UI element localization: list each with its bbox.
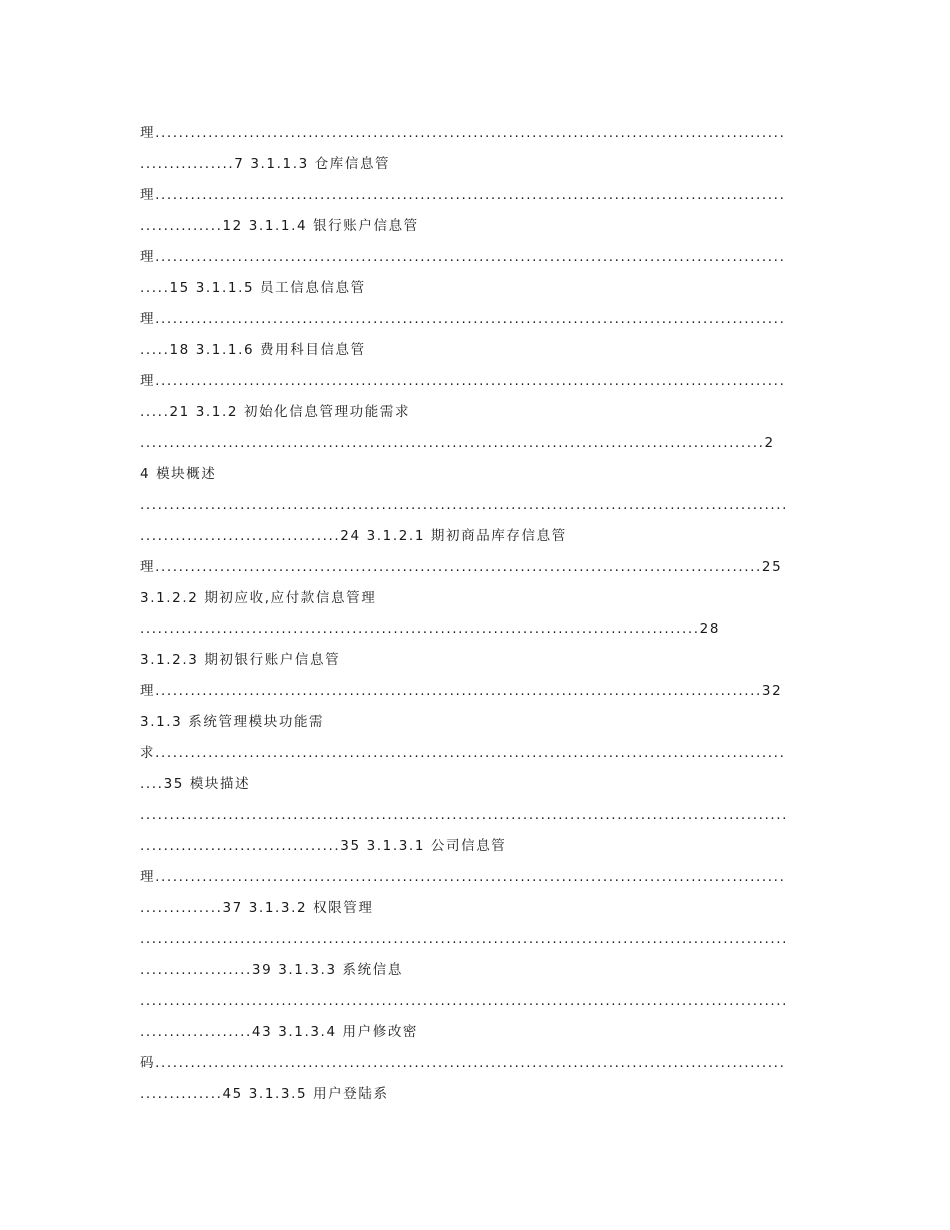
toc-line: ................7 3.1.1.3 仓库信息管 (140, 156, 391, 172)
toc-line: 理........................................................................................................... (140, 869, 786, 885)
table-of-contents (140, 118, 805, 1110)
toc-line: ..........................................................................................................2 (140, 435, 775, 451)
toc-line: ...................39 3.1.3.3 系统信息 (140, 962, 403, 978)
toc-line: .....21 3.1.2 初始化信息管理功能需求 (140, 404, 411, 420)
toc-line: 理........................................................................................................... (140, 373, 786, 389)
toc-line: ....35 模块描述 (140, 776, 251, 792)
toc-line: 理........................................................................................................... (140, 187, 786, 203)
toc-line: ...............................................................................................28 (140, 621, 721, 637)
toc-line: .............................................................................................................. (140, 807, 789, 823)
toc-line: 理.......................................................................................................25 (140, 559, 783, 575)
toc-line: ...................43 3.1.3.4 用户修改密 (140, 1024, 419, 1040)
toc-line: ..............45 3.1.3.5 用户登陆系 (140, 1086, 389, 1102)
toc-line: ..................................24 3.1.2.1 期初商品库存信息管 (140, 528, 567, 544)
toc-line: 4 模块概述 (140, 466, 217, 482)
toc-line: 理........................................................................................................... (140, 249, 786, 265)
toc-line: 求........................................................................................................... (140, 745, 786, 761)
toc-line: ..............37 3.1.3.2 权限管理 (140, 900, 374, 916)
toc-line: .....18 3.1.1.6 费用科目信息管 (140, 342, 366, 358)
toc-line: ..................................35 3.1.3.1 公司信息管 (140, 838, 507, 854)
toc-line: .............................................................................................................. (140, 993, 789, 1009)
toc-line: .............................................................................................................. (140, 931, 789, 947)
toc-line: 理........................................................................................................... (140, 125, 786, 141)
toc-line: 理.......................................................................................................32 (140, 683, 783, 699)
toc-line: ..............12 3.1.1.4 银行账户信息管 (140, 218, 419, 234)
toc-line: 码........................................................................................................... (140, 1055, 786, 1071)
toc-line: 3.1.2.2 期初应收,应付款信息管理 (140, 590, 377, 606)
toc-line: 3.1.3 系统管理模块功能需 (140, 714, 325, 730)
toc-line: 3.1.2.3 期初银行账户信息管 (140, 652, 341, 668)
toc-line: .............................................................................................................. (140, 497, 789, 513)
toc-line: 理........................................................................................................... (140, 311, 786, 327)
toc-line: .....15 3.1.1.5 员工信息信息管 (140, 280, 366, 296)
